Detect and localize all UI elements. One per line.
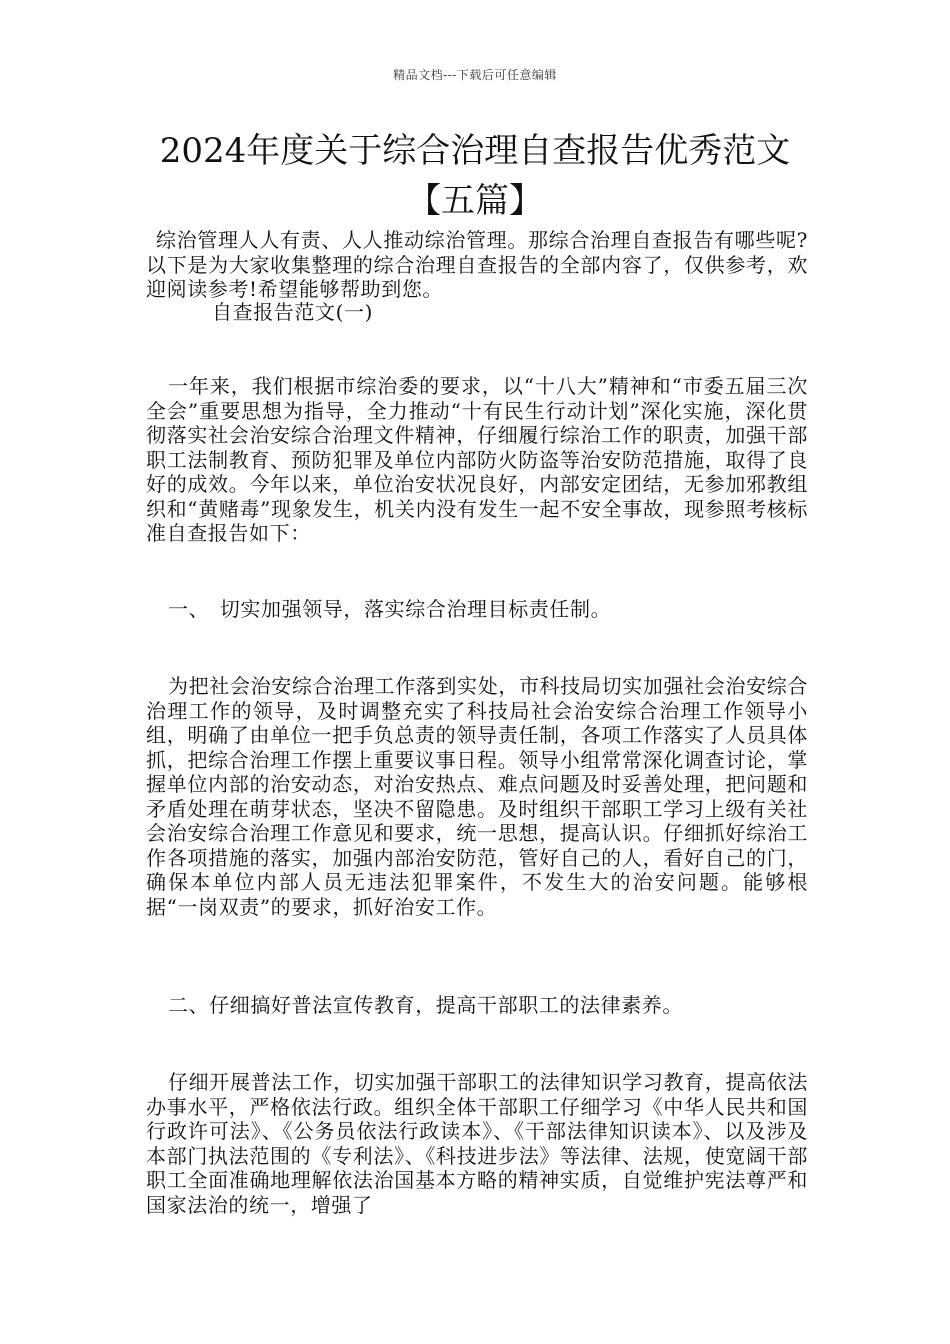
document-title: 2024年度关于综合治理自查报告优秀范文【五篇】 (159, 131, 791, 221)
paragraph-1: 一年来，我们根据市综治委的要求，以“十八大”精神和“市委五届三次全会”重要思想为指导，全力推动“十有民生行动计划”深化实施，深化贯彻落实社会治安综合治理文件精神，仔细履行综治工作的职责，加强干部职工法制教育、预防犯罪及单位内部防火防盗等治安防范措施，取得了良好的成效。今年以来，单位治安状况良好，内部安定团结，无参加邪教组织和“黄赌毒”现象发生，机关内没有发生一起不安全事故，现参照考核标准自查报告如下： (146, 374, 808, 545)
header-note: 精品文档---下载后可任意编辑 (393, 68, 557, 82)
section-heading-1: 一、 切实加强领导，落实综合治理目标责任制。 (168, 597, 612, 621)
section-heading-2: 二、仔细搞好普法宣传教育，提高干部职工的法律素养。 (168, 993, 683, 1017)
paragraph-2: 为把社会治安综合治理工作落到实处，市科技局切实加强社会治安综合治理工作的领导，及时调整充实了科技局社会治安综合治理工作领导小组，明确了由单位一把手负总责的领导责任制，各项工作落实了人员具体抓，把综合治理工作摆上重要议事日程。领导小组常常深化调查讨论，掌握单位内部的治安动态，对治安热点、难点问题及时妥善处理，把问题和矛盾处理在萌芽状态，坚决不留隐患。及时组织干部职工学习上级有关社会治安综合治理工作意见和要求，统一思想，提高认识。仔细抓好综治工作各项措施的落实，加强内部治安防范，管好自己的人，看好自己的门，确保本单位内部人员无违法犯罪案件，不发生大的治安问题。能够根据“一岗双责”的要求，抓好治安工作。 (146, 674, 808, 919)
paragraph-3: 仔细开展普法工作，切实加强干部职工的法律知识学习教育，提高依法办事水平，严格依法行政。组织全体干部职工仔细学习《中华人民共和国行政许可法》、《公务员依法行政读本》、《干部法律知识读本》、以及涉及本部门执法范围的《专利法》、《科技进步法》等法律、法规，使宽阔干部职工全面准确地理解依法治国基本方略的精神实质，自觉维护宪法尊严和国家法治的统一，增强了 (146, 1070, 808, 1217)
section-sub-heading: 自查报告范文(一) (212, 300, 374, 324)
intro-paragraph: 综治管理人人有责、人人推动综治管理。那综合治理自查报告有哪些呢?以下是为大家收集整理的综合治理自查报告的全部内容了，仅供参考，欢迎阅读参考!希望能够帮助到您。 (146, 228, 808, 301)
